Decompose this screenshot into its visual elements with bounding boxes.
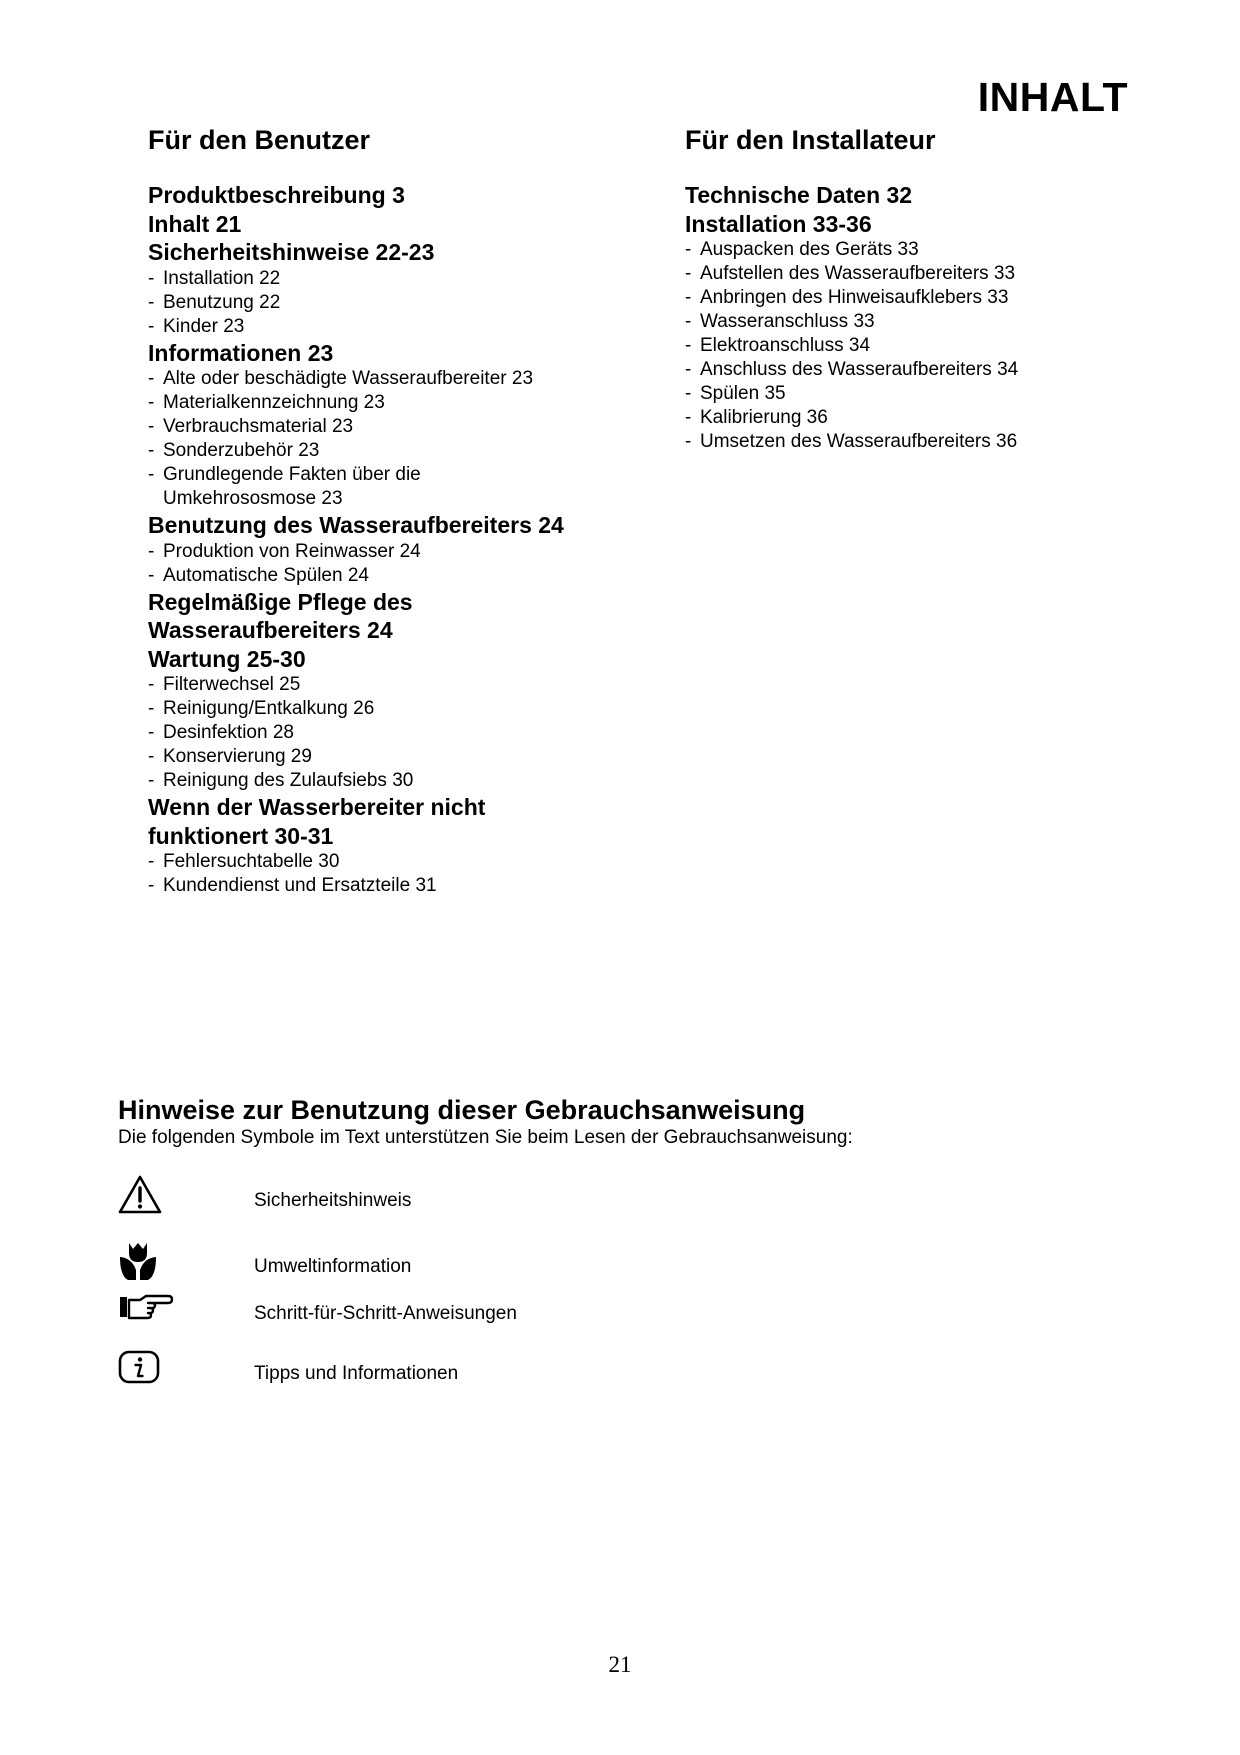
toc-sub-item: - Konservierung 29	[148, 745, 648, 769]
toc-sub-list	[148, 850, 648, 898]
toc-sub-item: - Sonderzubehör 23	[148, 439, 648, 463]
toc-sub-list	[148, 267, 648, 339]
toc-section-title: Informationen 23	[148, 339, 334, 366]
toc-sub-item: - Aufstellen des Wasseraufbereiters 33	[685, 262, 1185, 286]
toc-sub-item: - Desinfektion 28	[148, 721, 648, 745]
toc-sub-item: - Reinigung/Entkalkung 26	[148, 697, 648, 721]
toc-sub-item: - Filterwechsel 25	[148, 673, 648, 697]
toc-section-title: Wartung 25-30	[148, 645, 306, 672]
toc-sub-item: - Reinigung des Zulaufsiebs 30	[148, 769, 648, 793]
toc-section-title: Installation 33-36	[685, 210, 872, 237]
toc-sub-list	[685, 238, 1185, 454]
toc-section-title: Technische Daten 32	[685, 182, 913, 208]
toc-sub-item: - Spülen 35	[685, 382, 1185, 406]
toc-sub-list	[148, 673, 648, 793]
info-icon	[118, 1350, 166, 1394]
symbol-legend-row	[118, 1240, 818, 1284]
toc-sub-item: - Kinder 23	[148, 315, 648, 339]
installer-column-heading: Für den Installateur	[685, 125, 936, 155]
toc-sub-item: - Alte oder beschädigte Wasseraufbereiter 23	[148, 367, 648, 391]
symbol-legend-row	[118, 1292, 818, 1336]
user-column-heading: Für den Benutzer	[148, 125, 371, 155]
toc-user-column	[148, 120, 648, 898]
toc-sub-item: - Kundendienst und Ersatzteile 31	[148, 874, 648, 898]
toc-sub-item: - Automatische Spülen 24	[148, 564, 648, 588]
toc-sub-item: - Elektroanschluss 34	[685, 334, 1185, 358]
page-title: INHALT	[977, 74, 1128, 120]
toc-section-title: Inhalt 21	[148, 210, 242, 237]
symbol-label: Schritt-für-Schritt-Anweisungen	[254, 1303, 517, 1324]
toc-sub-item: - Verbrauchsmaterial 23	[148, 415, 648, 439]
usage-notes-intro: Die folgenden Symbole im Text unterstützen Sie beim Lesen der Gebrauchsanweisung:	[118, 1127, 853, 1148]
toc-installer-column	[685, 120, 1185, 454]
toc-sub-item: - Kalibrierung 36	[685, 406, 1185, 430]
usage-notes-section	[118, 1093, 1118, 1149]
toc-sub-item: - Anbringen des Hinweisaufklebers 33	[685, 286, 1185, 310]
toc-sub-list	[148, 540, 648, 588]
toc-sub-item: - Fehlersuchtabelle 30	[148, 850, 648, 874]
toc-section-title: Sicherheitshinweise 22-23	[148, 239, 435, 265]
warning-triangle-icon	[118, 1175, 166, 1219]
toc-section-title: Regelmäßige Pflege des Wasseraufbereiters 24	[148, 588, 413, 643]
symbol-label: Tipps und Informationen	[254, 1363, 459, 1384]
toc-sub-item: - Materialkennzeichnung 23	[148, 391, 648, 415]
toc-sub-item: - Umsetzen des Wasseraufbereiters 36	[685, 430, 1185, 454]
toc-sub-item: - Anschluss des Wasseraufbereiters 34	[685, 358, 1185, 382]
toc-sub-item: - Grundlegende Fakten über die Umkehrososmose 23	[148, 463, 493, 511]
toc-sub-item: - Wasseranschluss 33	[685, 310, 1185, 334]
toc-section-title: Benutzung des Wasseraufbereiters 24	[148, 512, 564, 538]
symbol-legend-row	[118, 1350, 818, 1394]
toc-sub-item: - Benutzung 22	[148, 291, 648, 315]
toc-sub-list	[148, 367, 648, 511]
page-number: 21	[608, 1652, 632, 1677]
toc-sub-item: - Installation 22	[148, 267, 648, 291]
symbol-label: Umweltinformation	[254, 1256, 412, 1277]
symbol-label: Sicherheitshinweis	[254, 1190, 412, 1211]
toc-section-title: Wenn der Wasserbereiter nicht funktionert 30-31	[148, 794, 486, 849]
toc-sub-item: - Auspacken des Geräts 33	[685, 238, 1185, 262]
pointing-hand-icon	[118, 1292, 166, 1336]
environment-flower-icon	[118, 1240, 166, 1284]
symbol-legend-row	[118, 1175, 818, 1219]
toc-sub-item: - Produktion von Reinwasser 24	[148, 540, 648, 564]
toc-section-title: Produktbeschreibung 3	[148, 182, 405, 208]
usage-notes-title: Hinweise zur Benutzung dieser Gebrauchsanweisung	[118, 1095, 806, 1125]
